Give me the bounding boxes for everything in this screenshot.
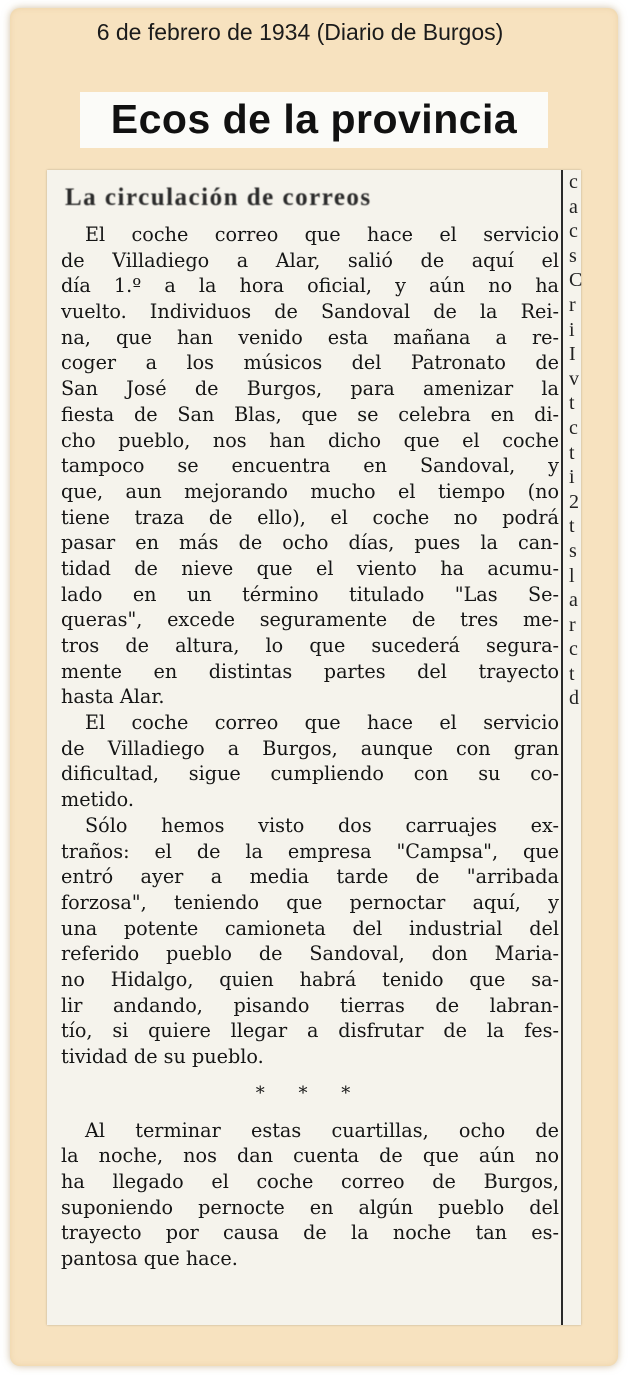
article-line: pantosa que hace. [61,1247,238,1271]
article-line: El coche correo que hace el servicio [85,223,559,246]
article-line: queras", excede seguramente de tres me- [61,608,559,632]
article-line: tidad de nieve que el viento ha acumu- [61,556,559,580]
section-separator: * * * [255,1082,365,1104]
adjacent-column-glyph: v [569,367,579,390]
article-line: trayecto por causa de la noche tan es- [61,1221,559,1245]
article-line: referido pueblo de Sandoval, don Maria- [61,942,559,966]
adjacent-column-glyph: C [569,269,583,292]
article-line: vuelto. Individuos de Sandoval de la Rei- [61,300,559,324]
article-line: no Hidalgo, quien habrá tenido que sa- [61,967,559,991]
date-caption: 6 de febrero de 1934 (Diario de Burgos) [96,19,504,45]
adjacent-column-glyph: r [569,293,576,316]
article-line: Al terminar estas cuartillas, ocho de [85,1118,559,1142]
article-line: metido. [61,788,134,812]
adjacent-column-glyph: t [569,515,575,538]
article-line: hasta Alar. [61,685,165,709]
closing-paragraph [61,1118,559,1272]
article-line: ha llegado el coche correo de Burgos, [61,1170,559,1194]
article-line: día 1.º a la hora oficial, y aún no ha [61,274,559,298]
article-subhead: La circulación de correos [65,184,372,211]
column-rule [561,170,563,1325]
article-line: suponiendo pernocte en algún pueblo del [61,1195,559,1219]
article-line: San José de Burgos, para amenizar la [61,377,559,401]
adjacent-column-glyph: r [569,613,576,636]
newspaper-clipping [47,170,581,1325]
adjacent-column-glyph: a [569,195,578,218]
adjacent-column-glyph: l [569,564,575,587]
adjacent-column-glyph: a [569,589,578,612]
adjacent-column-fragment [569,170,583,1325]
adjacent-column-glyph: i [569,318,575,341]
article-line: tros de altura, lo que sucederá segura- [61,634,559,657]
article-column [61,184,559,1272]
paragraph-1 [61,222,559,710]
adjacent-column-glyph: c [569,171,578,193]
article-line: Sólo hemos visto dos carruajes ex- [85,813,559,837]
adjacent-column-glyph: s [569,539,577,562]
adjacent-column-glyph: t [569,441,575,464]
headline-banner [80,92,548,148]
adjacent-column-glyph: c [569,638,578,661]
adjacent-column-glyph: I [569,343,576,366]
article-line: forzosa", teniendo que pernoctar aquí, y [61,890,559,914]
paragraph-2 [61,710,559,813]
article-line: tividad de su pueblo. [61,1045,264,1068]
paragraph-3 [61,813,559,1070]
article-line: lado en un término titulado "Las Se- [61,582,559,606]
article-line: una potente camioneta del industrial del [61,916,559,940]
article-line: mente en distintas partes del trayecto [61,659,559,683]
article-line: pasar en más de ocho días, pues la can- [61,531,559,555]
article-line: lir andando, pisando tierras de labran- [61,993,559,1017]
article-line: de Villadiego a Alar, salió de aquí el [61,248,559,272]
article-line: la noche, nos dan cuenta de que aún no [61,1144,559,1168]
article-line: tampoco se encuentra en Sandoval, y [61,454,559,478]
article-line: tío, si quiere llegar a disfrutar de la fes- [61,1019,559,1043]
article-line: tiene traza de ello), el coche no podrá [61,505,559,529]
adjacent-column-glyph: t [569,392,575,415]
adjacent-column-glyph: d [569,687,579,710]
article-line: entró ayer a media tarde de "arribada [61,865,559,889]
headline: Ecos de la provincia [110,96,518,142]
article-line: traños: el de la empresa "Campsa", que [61,839,559,863]
adjacent-column-glyph: s [569,244,577,267]
article-line: El coche correo que hace el servicio [85,711,559,735]
article-line: dificultad, sigue cumpliendo con su co- [61,762,559,786]
article-line: que, aun mejorando mucho el tiempo (no [61,479,559,503]
adjacent-column-glyph: c [569,220,578,243]
adjacent-column-glyph: t [569,662,575,685]
article-line: fiesta de San Blas, que se celebra en di- [61,402,559,426]
article-line: cho pueblo, nos han dicho que el coche [61,428,559,452]
article-line: coger a los músicos del Patronato de [61,351,559,375]
adjacent-column-glyph: i [569,466,575,489]
adjacent-column-glyph: 2 [569,490,579,513]
adjacent-column-glyph: c [569,416,578,439]
article-line: na, que han venido esta mañana a re- [61,325,559,349]
article-line: de Villadiego a Burgos, aunque con gran [61,736,559,760]
